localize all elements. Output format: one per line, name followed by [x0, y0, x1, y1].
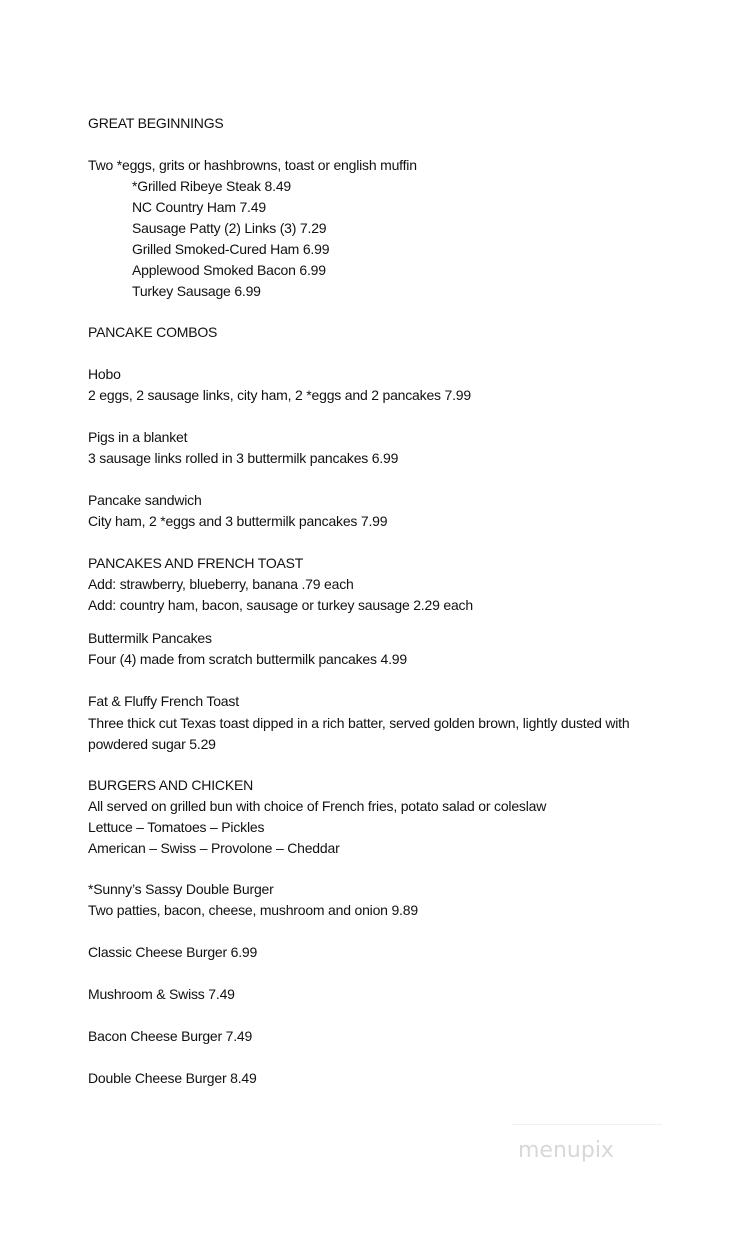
toppings-list: Lettuce – Tomatoes – Pickles: [88, 819, 265, 835]
menu-item-name: Hobo: [88, 366, 121, 382]
menu-item-name: Pancake sandwich: [88, 492, 202, 508]
featured-burger-desc: Two patties, bacon, cheese, mushroom and onion 9.89: [88, 902, 418, 918]
great-beginnings-heading: GREAT BEGINNINGS: [88, 115, 224, 131]
menu-item: Sausage Patty (2) Links (3) 7.29: [132, 220, 327, 236]
pancakes-french-toast-heading: PANCAKES AND FRENCH TOAST: [88, 555, 304, 571]
menu-item: Turkey Sausage 6.99: [132, 283, 261, 299]
menu-item: Applewood Smoked Bacon 6.99: [132, 262, 326, 278]
add-meat-note: Add: country ham, bacon, sausage or turkey sausage 2.29 each: [88, 597, 473, 613]
menu-item: Bacon Cheese Burger 7.49: [88, 1028, 253, 1044]
featured-burger-name: *Sunny’s Sassy Double Burger: [88, 881, 274, 897]
great-beginnings-intro: Two *eggs, grits or hashbrowns, toast or english muffin: [88, 157, 417, 173]
menu-item-name: Fat & Fluffy French Toast: [88, 693, 239, 709]
menu-item: Double Cheese Burger 8.49: [88, 1070, 257, 1086]
burgers-chicken-heading: BURGERS AND CHICKEN: [88, 777, 254, 793]
menu-item: Mushroom & Swiss 7.49: [88, 986, 235, 1002]
menu-item-desc: Three thick cut Texas toast dipped in a rich batter, served golden brown, lightly dusted with powdered sugar 5.29: [88, 715, 630, 752]
pancake-combos-heading: PANCAKE COMBOS: [88, 324, 218, 340]
add-fruit-note: Add: strawberry, blueberry, banana .79 each: [88, 576, 354, 592]
menu-item-name: Pigs in a blanket: [88, 429, 188, 445]
served-note: All served on grilled bun with choice of French fries, potato salad or coleslaw: [88, 798, 547, 814]
watermark-logo: menupix: [518, 1138, 614, 1163]
menu-item: NC Country Ham 7.49: [132, 199, 266, 215]
menu-item: Classic Cheese Burger 6.99: [88, 944, 258, 960]
menu-item-desc: Four (4) made from scratch buttermilk pancakes 4.99: [88, 651, 407, 667]
menu-item-desc: 2 eggs, 2 sausage links, city ham, 2 *eggs and 2 pancakes 7.99: [88, 387, 471, 403]
watermark-divider: [512, 1124, 662, 1125]
menu-item-desc: City ham, 2 *eggs and 3 buttermilk pancakes 7.99: [88, 513, 388, 529]
menu-item-desc: 3 sausage links rolled in 3 buttermilk pancakes 6.99: [88, 450, 399, 466]
cheese-list: American – Swiss – Provolone – Cheddar: [88, 840, 340, 856]
menu-item: Grilled Smoked-Cured Ham 6.99: [132, 241, 330, 257]
menu-item: *Grilled Ribeye Steak 8.49: [132, 178, 291, 194]
menu-item-name: Buttermilk Pancakes: [88, 630, 212, 646]
